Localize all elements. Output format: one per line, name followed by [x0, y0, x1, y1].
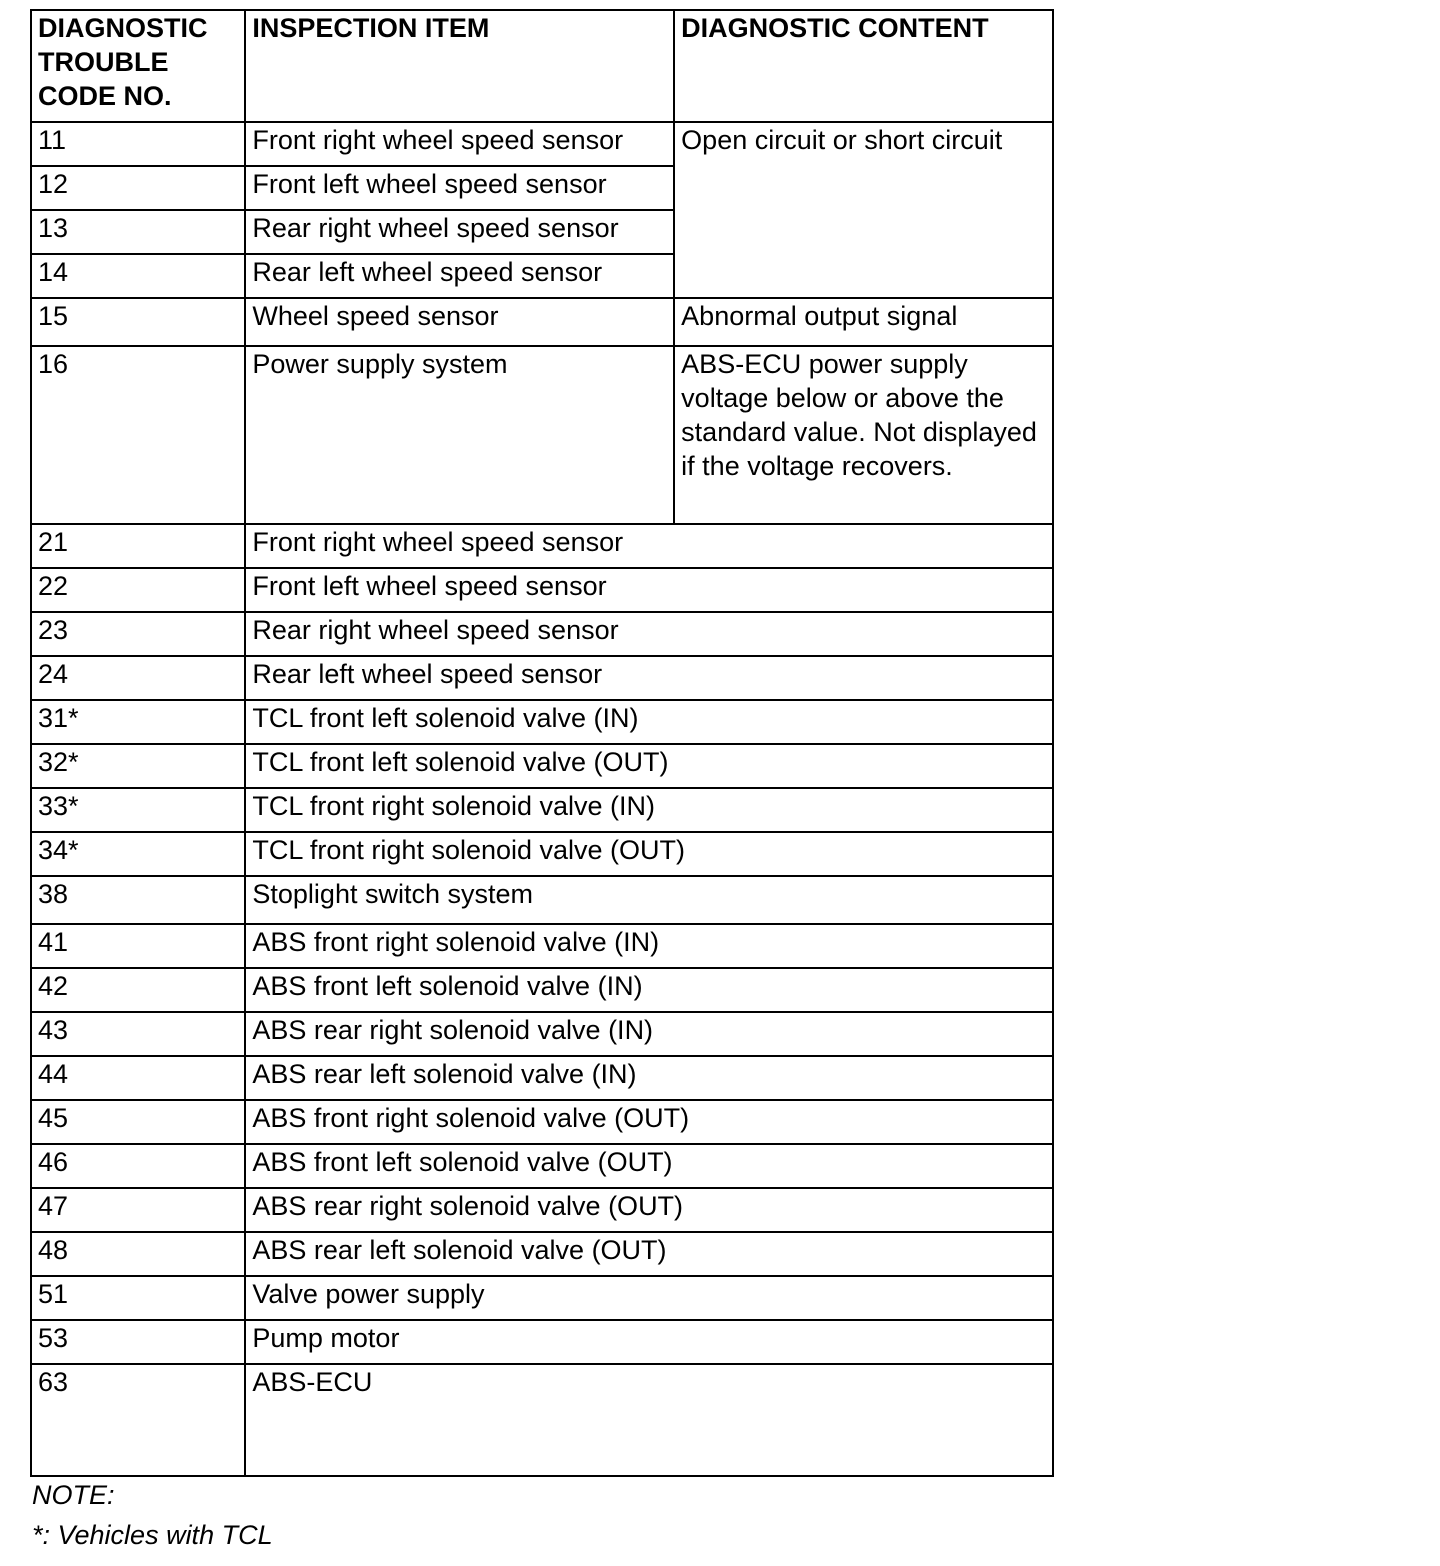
item-cell: ABS rear left solenoid valve (OUT) [245, 1232, 1053, 1276]
item-cell: ABS front left solenoid valve (OUT) [245, 1144, 1053, 1188]
table-row [31, 1276, 1053, 1320]
table-row [31, 1056, 1053, 1100]
table-row [31, 968, 1053, 1012]
item-cell: Front left wheel speed sensor [245, 166, 674, 210]
table-row [31, 1188, 1053, 1232]
item-cell: ABS front right solenoid valve (OUT) [245, 1100, 1053, 1144]
code-cell: 45 [31, 1100, 245, 1144]
item-cell: Power supply system [245, 346, 674, 524]
content-cell: Abnormal output signal [674, 298, 1053, 346]
table-row [31, 876, 1053, 924]
code-cell: 24 [31, 656, 245, 700]
code-cell: 51 [31, 1276, 245, 1320]
code-cell: 48 [31, 1232, 245, 1276]
item-cell: Front left wheel speed sensor [245, 568, 1053, 612]
code-cell: 22 [31, 568, 245, 612]
item-cell: Front right wheel speed sensor [245, 524, 1053, 568]
item-cell: TCL front right solenoid valve (IN) [245, 788, 1053, 832]
item-cell: Stoplight switch system [245, 876, 1053, 924]
item-cell: Rear right wheel speed sensor [245, 210, 674, 254]
code-cell: 14 [31, 254, 245, 298]
table-row [31, 612, 1053, 656]
code-cell: 34* [31, 832, 245, 876]
code-cell: 47 [31, 1188, 245, 1232]
item-cell: TCL front right solenoid valve (OUT) [245, 832, 1053, 876]
table-row [31, 298, 1053, 346]
code-cell: 21 [31, 524, 245, 568]
table-row [31, 656, 1053, 700]
table-row [31, 788, 1053, 832]
code-cell: 11 [31, 122, 245, 166]
code-cell: 13 [31, 210, 245, 254]
table-row [31, 524, 1053, 568]
code-cell: 38 [31, 876, 245, 924]
table-row [31, 1012, 1053, 1056]
item-cell: ABS rear right solenoid valve (OUT) [245, 1188, 1053, 1232]
table-row [31, 1364, 1053, 1476]
code-cell: 15 [31, 298, 245, 346]
code-cell: 31* [31, 700, 245, 744]
code-cell: 33* [31, 788, 245, 832]
code-cell: 42 [31, 968, 245, 1012]
code-cell: 63 [31, 1364, 245, 1476]
code-cell: 16 [31, 346, 245, 524]
item-cell: TCL front left solenoid valve (OUT) [245, 744, 1053, 788]
item-cell: ABS front right solenoid valve (IN) [245, 924, 1053, 968]
code-cell: 41 [31, 924, 245, 968]
item-cell: ABS rear left solenoid valve (IN) [245, 1056, 1053, 1100]
item-cell: Valve power supply [245, 1276, 1053, 1320]
content-cell: Open circuit or short circuit [674, 122, 1053, 298]
table-row [31, 1232, 1053, 1276]
code-cell: 46 [31, 1144, 245, 1188]
table-row [31, 744, 1053, 788]
table-row [31, 346, 1053, 524]
code-cell: 44 [31, 1056, 245, 1100]
item-cell: Rear left wheel speed sensor [245, 254, 674, 298]
note-title: NOTE: [32, 1480, 115, 1510]
item-cell: Rear left wheel speed sensor [245, 656, 1053, 700]
code-cell: 43 [31, 1012, 245, 1056]
header-code: DIAGNOSTIC TROUBLE CODE NO. [31, 10, 245, 122]
table-row [31, 924, 1053, 968]
diagnostic-code-table [30, 9, 1054, 1477]
table-header-row [31, 10, 1053, 122]
code-cell: 12 [31, 166, 245, 210]
table-row [31, 1144, 1053, 1188]
note-text: *: Vehicles with TCL [32, 1520, 273, 1550]
header-inspection-item: INSPECTION ITEM [245, 10, 674, 122]
item-cell: TCL front left solenoid valve (IN) [245, 700, 1053, 744]
item-cell: ABS-ECU [245, 1364, 1053, 1476]
item-cell: Pump motor [245, 1320, 1053, 1364]
table-row [31, 122, 1053, 166]
item-cell: ABS front left solenoid valve (IN) [245, 968, 1053, 1012]
content-cell: ABS-ECU power supply voltage below or above the standard value. Not displayed if the voltage recovers. [674, 346, 1053, 524]
table-row [31, 832, 1053, 876]
table-row [31, 1100, 1053, 1144]
table-row [31, 568, 1053, 612]
code-cell: 23 [31, 612, 245, 656]
code-cell: 32* [31, 744, 245, 788]
header-diagnostic-content: DIAGNOSTIC CONTENT [674, 10, 1053, 122]
item-cell: Rear right wheel speed sensor [245, 612, 1053, 656]
table-row [31, 700, 1053, 744]
table-row [31, 1320, 1053, 1364]
code-cell: 53 [31, 1320, 245, 1364]
item-cell: ABS rear right solenoid valve (IN) [245, 1012, 1053, 1056]
item-cell: Front right wheel speed sensor [245, 122, 674, 166]
item-cell: Wheel speed sensor [245, 298, 674, 346]
